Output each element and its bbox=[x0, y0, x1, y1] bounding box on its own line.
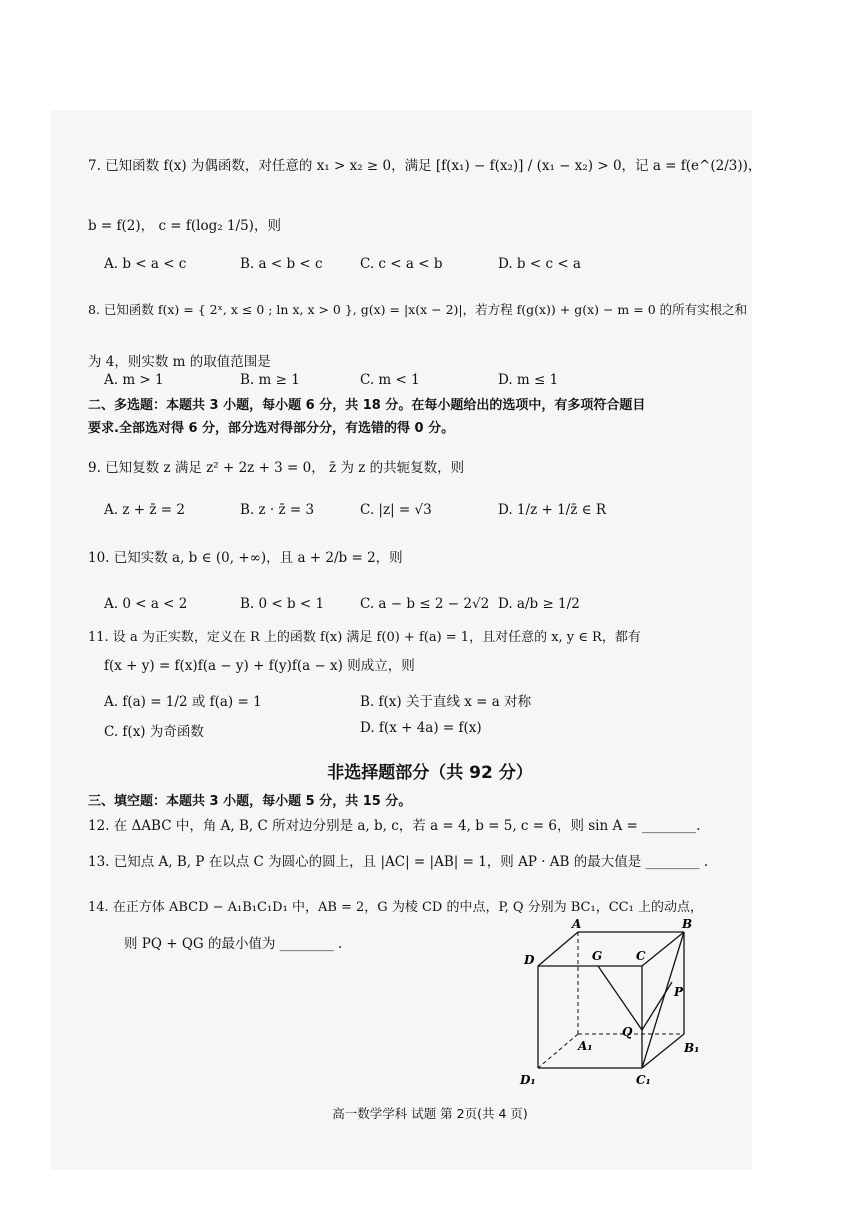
q11-option-d: D. f(x + 4a) = f(x) bbox=[360, 720, 482, 736]
q8-option-a: A. m > 1 bbox=[104, 372, 164, 388]
cube-figure bbox=[512, 918, 712, 1088]
label-p: P bbox=[674, 985, 684, 999]
label-c1: C₁ bbox=[636, 1073, 651, 1087]
page-footer: 高一数学学科 试题 第 2页(共 4 页) bbox=[332, 1106, 528, 1121]
q14-line2: 则 PQ + QG 的最小值为 ________ . bbox=[124, 936, 343, 952]
label-d1: D₁ bbox=[520, 1073, 536, 1087]
q11-option-c: C. f(x) 为奇函数 bbox=[104, 724, 204, 740]
part-title: 非选择题部分（共 92 分） bbox=[327, 763, 533, 783]
q8-option-b: B. m ≥ 1 bbox=[240, 372, 300, 388]
label-b1: B₁ bbox=[684, 1041, 700, 1055]
q8-option-d: D. m ≤ 1 bbox=[498, 372, 559, 388]
q7-line1: 7. 已知函数 f(x) 为偶函数，对任意的 x₁ > x₂ ≥ 0，满足 [f(x₁) − f(x₂)] / (x₁ − x₂) > 0，记 a = f(e^(2/3))， bbox=[88, 158, 762, 174]
label-q: Q bbox=[622, 1025, 633, 1039]
label-c: C bbox=[636, 949, 646, 963]
section3-heading: 三、填空题：本题共 3 小题，每小题 5 分，共 15 分。 bbox=[88, 794, 412, 809]
q10-option-c: C. a − b ≤ 2 − 2√2 bbox=[360, 596, 490, 612]
q7-option-b: B. a < b < c bbox=[240, 256, 323, 272]
q13-stem: 13. 已知点 A, B, P 在以点 C 为圆心的圆上，且 |AC| = |AB| = 1，则 AP · AB 的最大值是 ________ . bbox=[88, 854, 709, 870]
q7-line2: b = f(2)， c = f(log₂ 1/5)，则 bbox=[88, 218, 281, 234]
q11-line2: f(x + y) = f(x)f(a − y) + f(y)f(a − x) 则成立，则 bbox=[104, 658, 415, 674]
q9-stem: 9. 已知复数 z 满足 z² + 2z + 3 = 0， z̄ 为 z 的共轭复数，则 bbox=[88, 460, 465, 476]
q10-stem: 10. 已知实数 a, b ∈ (0, +∞)，且 a + 2/b = 2，则 bbox=[88, 550, 403, 566]
q10-option-d: D. a/b ≥ 1/2 bbox=[498, 596, 580, 612]
label-a1: A₁ bbox=[578, 1039, 593, 1053]
q8-option-c: C. m < 1 bbox=[360, 372, 420, 388]
q11-option-a: A. f(a) = 1/2 或 f(a) = 1 bbox=[104, 694, 262, 710]
q11-line1: 11. 设 a 为正实数，定义在 R 上的函数 f(x) 满足 f(0) + f(a) = 1，且对任意的 x, y ∈ R，都有 bbox=[88, 630, 641, 645]
q8-line2: 为 4，则实数 m 的取值范围是 bbox=[88, 354, 271, 370]
q10-option-b: B. 0 < b < 1 bbox=[240, 596, 325, 612]
q9-option-a: A. z + z̄ = 2 bbox=[104, 502, 185, 518]
label-b: B bbox=[682, 918, 693, 931]
q9-option-d: D. 1/z + 1/z̄ ∈ R bbox=[498, 502, 607, 518]
q7-option-c: C. c < a < b bbox=[360, 256, 443, 272]
section2-heading-line2: 要求.全部选对得 6 分，部分选对得部分分，有选错的得 0 分。 bbox=[88, 421, 455, 436]
q8-line1: 8. 已知函数 f(x) = { 2ˣ, x ≤ 0 ; ln x, x > 0 }, g(x) = |x(x − 2)|，若方程 f(g(x)) + g(x) − m = 0 的所有实根之和 bbox=[88, 302, 748, 317]
section2-heading-line1: 二、多选题：本题共 3 小题，每小题 6 分，共 18 分。在每小题给出的选项中，有多项符合题目 bbox=[88, 398, 646, 413]
q7-option-d: D. b < c < a bbox=[498, 256, 581, 272]
q10-option-a: A. 0 < a < 2 bbox=[104, 596, 188, 612]
q11-option-b: B. f(x) 关于直线 x = a 对称 bbox=[360, 694, 532, 710]
label-d: D bbox=[524, 953, 535, 967]
label-g: G bbox=[592, 949, 603, 963]
q9-option-c: C. |z| = √3 bbox=[360, 502, 432, 518]
q12-stem: 12. 在 ΔABC 中，角 A, B, C 所对边分别是 a, b, c，若 a = 4, b = 5, c = 6，则 sin A = ________. bbox=[88, 818, 701, 834]
q14-line1: 14. 在正方体 ABCD − A₁B₁C₁D₁ 中，AB = 2，G 为棱 CD 的中点，P, Q 分别为 BC₁，CC₁ 上的动点， bbox=[88, 900, 703, 915]
label-a: A bbox=[572, 918, 582, 931]
q9-option-b: B. z · z̄ = 3 bbox=[240, 502, 315, 518]
q7-option-a: A. b < a < c bbox=[104, 256, 187, 272]
